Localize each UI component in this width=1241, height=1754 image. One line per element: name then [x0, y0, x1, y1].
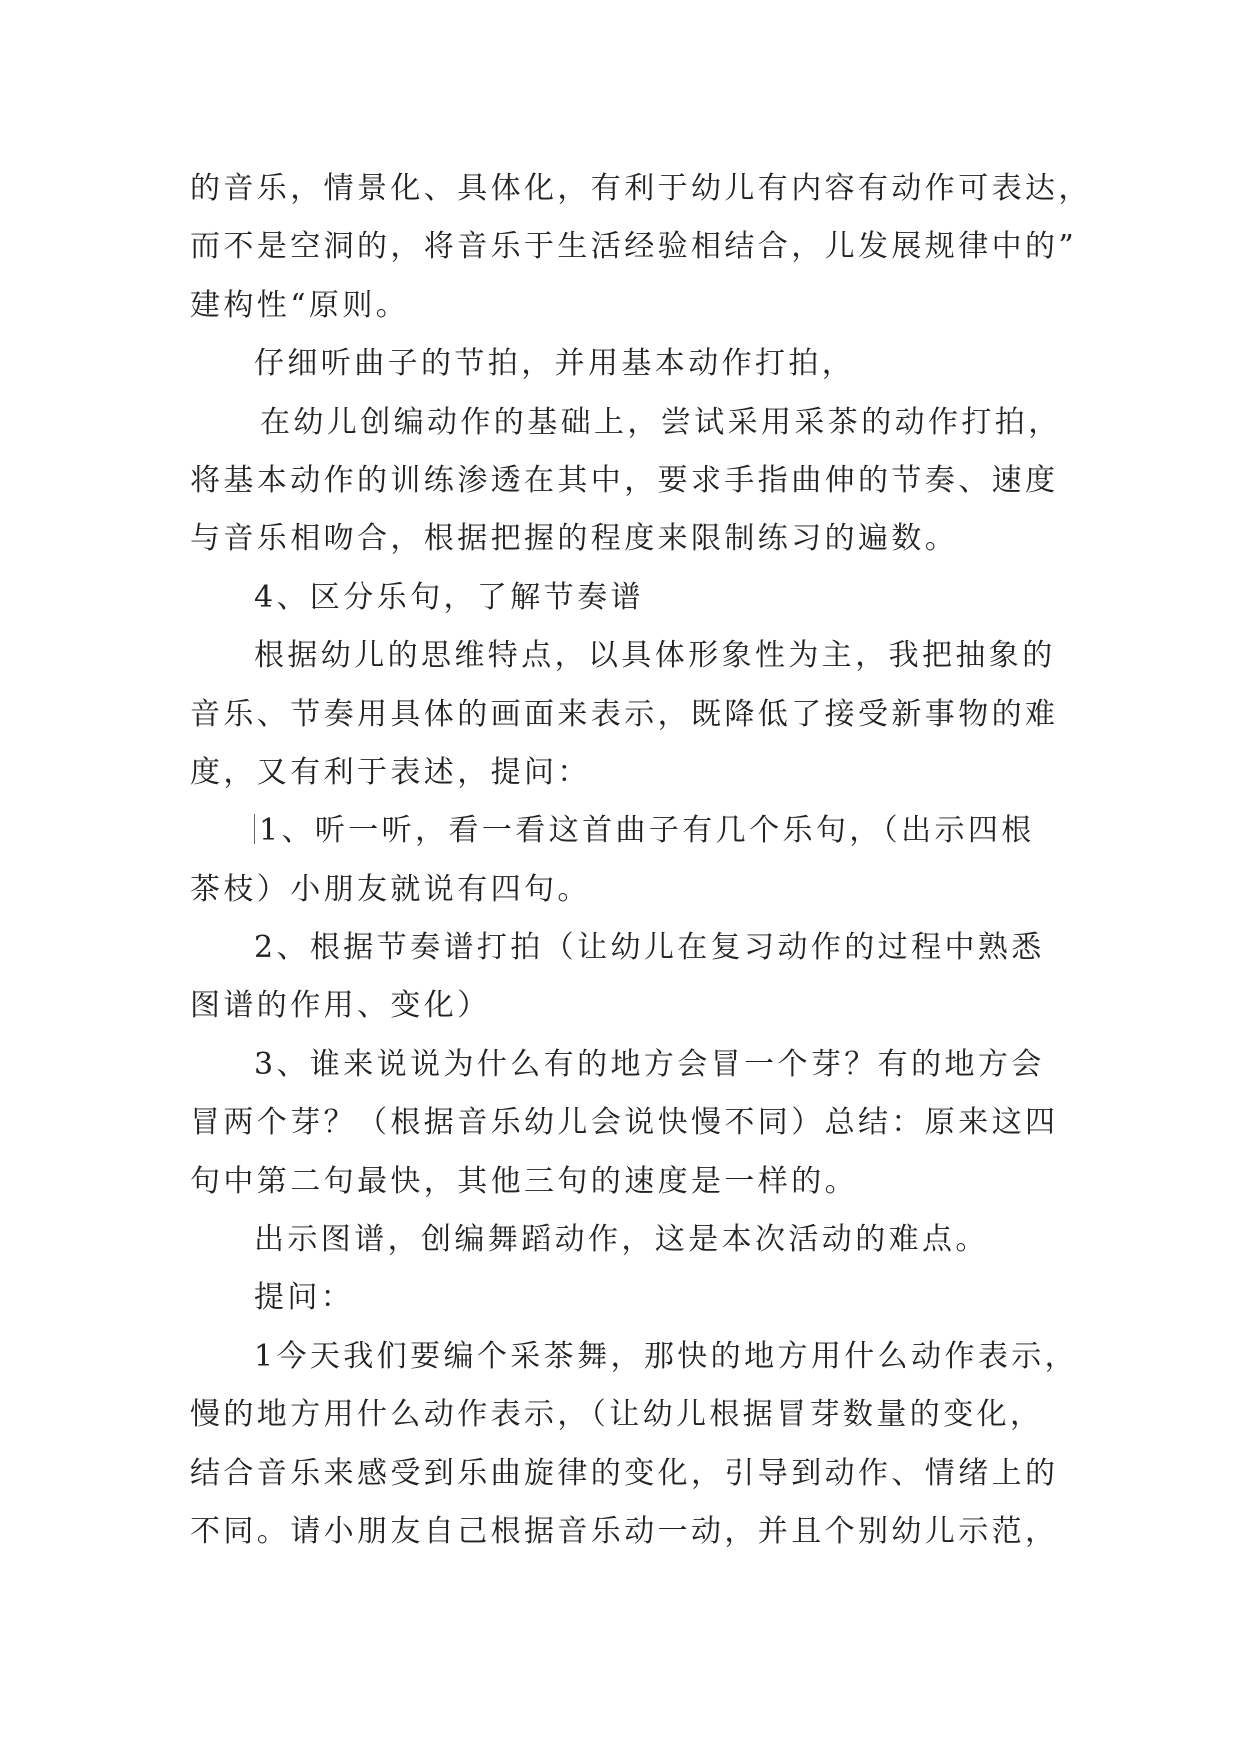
text-line-with-cursor	[190, 802, 1070, 860]
text-line: 建构性“原则。	[190, 287, 410, 323]
text-line: 根据幼儿的思维特点，以具体形象性为主，我把抽象的	[254, 638, 1056, 674]
text-line: 不同。请小朋友自己根据音乐动一动，并且个别幼儿示范，	[190, 1513, 1059, 1549]
text-line: 而不是空洞的，将音乐于生活经验相结合，儿发展规律中的”	[190, 229, 1078, 265]
document-body	[190, 160, 1092, 1561]
text-line: 音乐、节奏用具体的画面来表示，既降低了接受新事物的难	[190, 696, 1059, 732]
text-line: 与音乐相吻合，根据把握的程度来限制练习的遍数。	[190, 521, 959, 557]
text-line: 图谱的作用、变化）	[190, 988, 491, 1024]
text-cursor-marker	[254, 814, 255, 844]
text-line: 慢的地方用什么动作表示，（让幼儿根据冒芽数量的变化，	[190, 1397, 1044, 1433]
text-line-content: 1、听一听，看一看这首曲子有几个乐句，（出示四根	[259, 813, 1035, 849]
text-line: 冒两个芽？（根据音乐幼儿会说快慢不同）总结：原来这四	[190, 1105, 1059, 1141]
text-line: 4、区分乐句，了解节奏谱	[254, 579, 644, 615]
text-line: 的音乐，情景化、具体化，有利于幼儿有内容有动作可表达，	[190, 171, 1092, 206]
text-line: 2、根据节奏谱打拍（让幼儿在复习动作的过程中熟悉	[254, 930, 1045, 966]
text-line: 将基本动作的训练渗透在其中，要求手指曲伸的节奏、速度	[190, 462, 1059, 498]
text-line: 仔细听曲子的节拍，并用基本动作打拍，	[254, 346, 856, 382]
text-line: 3、谁来说说为什么有的地方会冒一个芽？有的地方会	[254, 1046, 1045, 1082]
text-line: 1今天我们要编个采茶舞，那快的地方用什么动作表示，	[254, 1338, 1079, 1374]
text-line: 茶枝）小朋友就说有四句。	[190, 871, 591, 907]
text-line: 在幼儿创编动作的基础上，尝试采用采茶的动作打拍，	[260, 404, 1062, 440]
text-line: 出示图谱，创编舞蹈动作，这是本次活动的难点。	[254, 1222, 989, 1258]
text-line: 度，又有利于表述，提问：	[190, 754, 591, 790]
text-line: 提问：	[254, 1280, 355, 1316]
text-line: 句中第二句最快，其他三句的速度是一样的。	[190, 1163, 858, 1199]
text-line: 结合音乐来感受到乐曲旋律的变化，引导到动作、情绪上的	[190, 1455, 1059, 1491]
